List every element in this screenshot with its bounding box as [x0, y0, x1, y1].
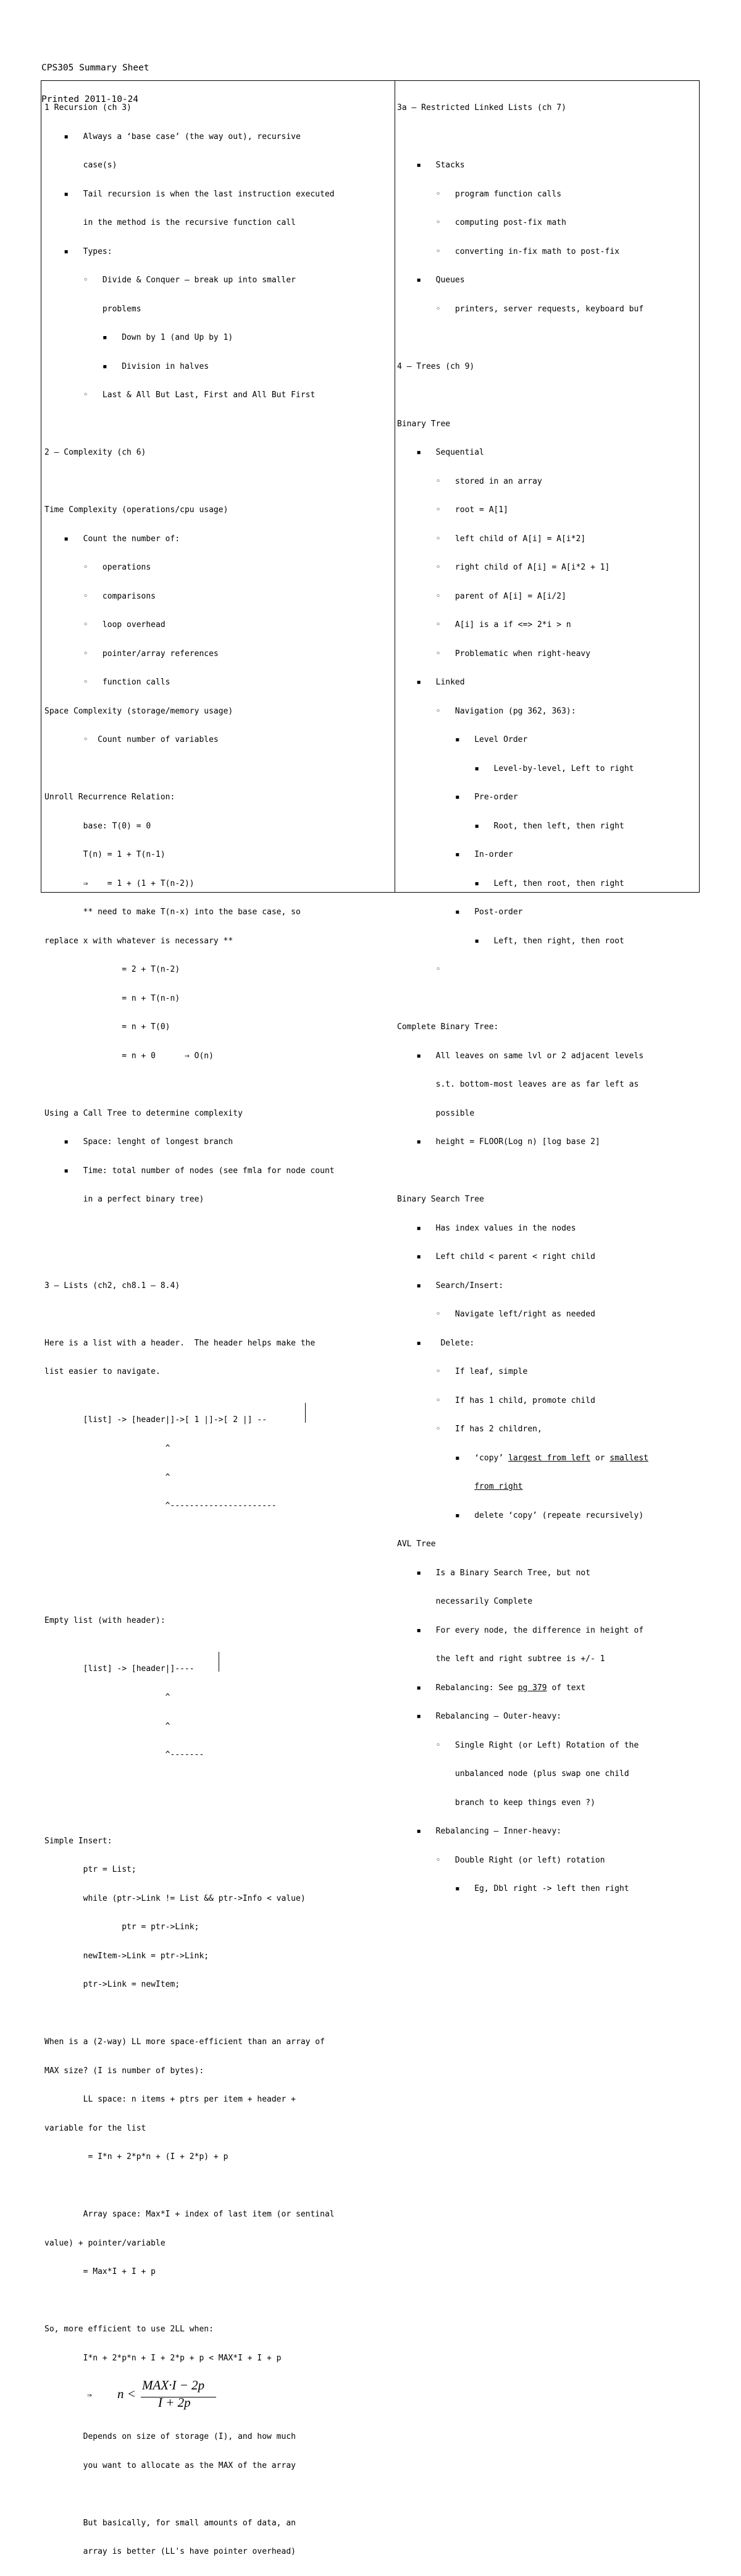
subheading: Complete Binary Tree: — [397, 1022, 499, 1032]
bullet-cont: the left and right subtree is +/- 1 — [397, 1654, 605, 1664]
sub-bullet: ◦ parent of A[i] = A[i/2] — [397, 591, 566, 601]
spacer — [397, 1166, 697, 1176]
sub-bullet-cont: problems — [44, 304, 141, 314]
code-line: ⇒ = 1 + (1 + T(n-2)) — [44, 878, 195, 888]
sub-bullet: ◦ root = A[1] — [397, 505, 509, 515]
sub-sub-sub-bullet: ▪ Left, then root, then right — [397, 878, 624, 888]
section-lists-heading: 3 – Lists (ch2, ch8.1 – 8.4) — [44, 1281, 180, 1290]
bullet: ▪ Rebalancing – Outer-heavy: — [397, 1712, 562, 1721]
bullet: ▪ Delete: — [397, 1338, 475, 1348]
code-line: newItem->Link = ptr->Link; — [44, 1951, 209, 1961]
spacer — [44, 764, 391, 774]
bullet: ▪ Always a ‘base case’ (the way out), recursive — [44, 132, 301, 141]
diagram-line: ^---------------------- — [44, 1501, 277, 1510]
paragraph-line: LL space: n items + ptrs per item + header + — [44, 2095, 296, 2104]
spacer — [44, 419, 391, 429]
code-line: ** need to make T(n-x) into the base case, so — [44, 907, 301, 917]
underlined-text: largest from left — [508, 1453, 591, 1463]
paragraph-line: Here is a list with a header. The header helps make the — [44, 1338, 316, 1348]
diagram-line: ^ — [44, 1472, 170, 1482]
subheading: Unroll Recurrence Relation: — [44, 793, 175, 802]
paragraph-line: So, more efficient to use 2LL when: — [44, 2325, 214, 2334]
bullet: ▪ Sequential — [397, 448, 484, 457]
paragraph-line: But basically, for small amounts of data, an — [44, 2518, 296, 2528]
spacer — [44, 1310, 391, 1320]
code-line: while (ptr->Link != List && ptr->Info < value) — [44, 1893, 306, 1903]
sub-bullet: ◦ pointer/array references — [44, 649, 219, 659]
empty-sub-bullet: ◦ — [397, 965, 441, 974]
spacer — [44, 2490, 391, 2499]
sub-sub-bullet: ▪ Down by 1 (and Up by 1) — [44, 333, 233, 342]
paragraph-line: value) + pointer/variable — [44, 2238, 165, 2248]
sub-bullet: ◦ printers, server requests, keyboard buf — [397, 304, 644, 314]
code-line: = n + 0 ⇒ O(n) — [44, 1051, 214, 1061]
bullet: ▪ Rebalancing – Inner-heavy: — [397, 1827, 562, 1836]
spacer — [44, 1252, 391, 1262]
code-line: ptr = List; — [44, 1865, 136, 1874]
sub-bullet: ◦ Double Right (or left) rotation — [397, 1855, 605, 1865]
bullet-cont: in a perfect binary tree) — [44, 1195, 204, 1204]
empty-list-diagram — [44, 1645, 391, 1789]
paragraph-line: array is better (LL's have pointer overhead) — [44, 2547, 296, 2556]
sub-sub-bullet: ▪ delete ‘copy’ (repeate recursively) — [397, 1510, 644, 1520]
bullet: ▪ Time: total number of nodes (see fmla for node count — [44, 1166, 335, 1176]
sub-bullet: ◦ converting in-fix math to post-fix — [397, 246, 620, 256]
spacer — [397, 390, 697, 400]
spacer — [397, 132, 697, 142]
bullet: ▪ Is a Binary Search Tree, but not — [397, 1568, 591, 1578]
bullet: ▪ Types: — [44, 246, 112, 256]
sub-bullet: ◦ Navigate left/right as needed — [397, 1310, 595, 1319]
sub-sub-bullet: ▪ Division in halves — [44, 361, 209, 371]
diagram-line: ^ — [44, 1721, 170, 1731]
doc-title: CPS305 Summary Sheet — [41, 63, 149, 73]
spacer — [44, 2009, 391, 2019]
sub-sub-bullet: ▪ Post-order — [397, 907, 523, 917]
sub-bullet: ◦ A[i] is a if <=> 2*i > n — [397, 620, 571, 629]
code-line: replace x with whatever is necessary ** — [44, 936, 233, 946]
subheading: AVL Tree — [397, 1539, 436, 1549]
section-complexity-heading: 2 – Complexity (ch 6) — [44, 448, 146, 457]
bullet — [397, 1683, 697, 1693]
subheading: Empty list (with header): — [44, 1616, 165, 1625]
underlined-text: from right — [474, 1482, 523, 1491]
list-diagram — [44, 1396, 391, 1540]
spacer — [44, 1559, 391, 1568]
sub-sub-sub-bullet: ▪ Root, then left, then right — [397, 821, 624, 831]
bullet-cont: possible — [397, 1108, 475, 1118]
spacer — [397, 994, 697, 1004]
bullet: ▪ Count the number of: — [44, 534, 180, 544]
sub-sub-bullet: ▪ Eg, Dbl right -> left then right — [397, 1884, 629, 1893]
subheading: Simple Insert: — [44, 1836, 112, 1846]
text: ▪ ‘copy’ — [397, 1453, 509, 1463]
sub-bullet: ◦ comparisons — [44, 591, 156, 601]
code-line: T(n) = 1 + T(n-1) — [44, 850, 165, 859]
right-column — [397, 84, 697, 1913]
two-column-table — [41, 80, 700, 2556]
page-reference: pg 379 — [517, 1683, 547, 1693]
diagram-vertical-line — [305, 1403, 306, 1423]
bullet: ▪ Linked — [397, 678, 465, 687]
sub-bullet: ◦ operations — [44, 563, 151, 572]
paragraph-line: I*n + 2*p*n + I + 2*p + p < MAX*I + I + p — [44, 2353, 282, 2363]
paragraph-line: variable for the list — [44, 2123, 146, 2133]
fraction — [117, 2378, 205, 2439]
sub-sub-bullet: ▪ In-order — [397, 850, 513, 859]
bullet: ▪ Search/Insert: — [397, 1281, 504, 1290]
bullet: ▪ All leaves on same lvl or 2 adjacent levels — [397, 1051, 644, 1061]
text: of text — [546, 1683, 586, 1693]
bullet-cont: in the method is the recursive function call — [44, 218, 296, 227]
sub-bullet: ◦ Single Right (or Left) Rotation of the — [397, 1740, 639, 1750]
subheading: Time Complexity (operations/cpu usage) — [44, 505, 228, 515]
text: or — [590, 1453, 610, 1463]
sub-bullet: ◦ computing post-fix math — [397, 218, 566, 227]
sub-bullet: ◦ If leaf, simple — [397, 1367, 528, 1376]
section-recursion-heading: 1 Recursion (ch 3) — [44, 103, 132, 112]
implies-symbol: ⇒ — [87, 2391, 92, 2400]
bullet-cont: case(s) — [44, 161, 117, 170]
subheading: Using a Call Tree to determine complexity — [44, 1108, 243, 1118]
diagram-line: ^------- — [44, 1750, 204, 1759]
bullet: ▪ Space: lenght of longest branch — [44, 1137, 233, 1147]
sub-sub-sub-bullet: ▪ Level-by-level, Left to right — [397, 764, 634, 773]
code-line: ptr = ptr->Link; — [44, 1922, 199, 1932]
sub-sub-bullet: ▪ Level Order — [397, 735, 528, 744]
text: ▪ Rebalancing: See — [397, 1683, 518, 1693]
spacer — [44, 1808, 391, 1817]
sub-bullet: ◦ Divide & Conquer – break up into smaller — [44, 276, 296, 285]
section-restricted-lists-heading: 3a – Restricted Linked Lists (ch 7) — [397, 103, 566, 112]
bullet: ▪ Stacks — [397, 161, 465, 170]
formula-denominator: I + 2p — [158, 2395, 191, 2410]
underlined-text: smallest — [609, 1453, 649, 1463]
subheading: Binary Tree — [397, 419, 451, 429]
spacer — [44, 2181, 391, 2191]
bullet: ▪ For every node, the difference in height of — [397, 1625, 644, 1635]
sub-bullet: ◦ If has 1 child, promote child — [397, 1395, 595, 1405]
bullet: ▪ height = FLOOR(Log n) [log base 2] — [397, 1137, 600, 1147]
sub-bullet: ◦ loop overhead — [44, 620, 165, 629]
diagram-line: ^ — [44, 1444, 170, 1453]
sub-bullet: ◦ right child of A[i] = A[i*2 + 1] — [397, 563, 610, 572]
subheading: Space Complexity (storage/memory usage) — [44, 706, 233, 716]
spacer — [44, 1588, 391, 1597]
code-line: = 2 + T(n-2) — [44, 965, 180, 974]
sub-bullet: ◦ Navigation (pg 362, 363): — [397, 706, 576, 716]
paragraph-line: list easier to navigate. — [44, 1367, 161, 1376]
indent — [397, 1482, 474, 1491]
spacer — [397, 333, 697, 343]
sub-bullet-cont: branch to keep things even ?) — [397, 1798, 595, 1808]
paragraph-line: = I*n + 2*p*n + (I + 2*p) + p — [44, 2152, 228, 2161]
spacer — [44, 1224, 391, 1234]
sub-bullet: ◦ If has 2 children, — [397, 1425, 542, 1434]
bullet: ▪ Has index values in the nodes — [397, 1223, 576, 1233]
spacer — [44, 2296, 391, 2306]
paragraph-line: Array space: Max*I + index of last item (or sentinal — [44, 2210, 335, 2219]
code-line: = n + T(0) — [44, 1022, 170, 1032]
sub-bullet: ◦ left child of A[i] = A[i*2] — [397, 534, 586, 544]
code-line: base: T(0) = 0 — [44, 821, 151, 831]
paragraph-line: Depends on size of storage (I), and how much — [44, 2432, 296, 2441]
sub-sub-bullet: ▪ Pre-order — [397, 793, 518, 802]
bullet-cont: necessarily Complete — [397, 1597, 533, 1606]
print-date: Printed 2011-10-24 — [41, 95, 139, 104]
bullet: ▪ Left child < parent < right child — [397, 1252, 595, 1261]
sub-bullet-cont: unbalanced node (plus swap one child — [397, 1769, 629, 1778]
bullet-cont: s.t. bottom-most leaves are as far left as — [397, 1080, 639, 1089]
spacer — [44, 477, 391, 487]
paragraph-line: MAX size? (I is number of bytes): — [44, 2066, 204, 2076]
left-column — [44, 84, 391, 2576]
bullet: ▪ Tail recursion is when the last instruction executed — [44, 189, 335, 199]
paragraph-line: When is a (2-way) LL more space-efficient than an array of — [44, 2037, 325, 2047]
diagram-line: [list] -> [header|]---- — [44, 1664, 195, 1673]
spacer — [44, 1080, 391, 1090]
code-line: = n + T(n-n) — [44, 993, 180, 1003]
subheading: Binary Search Tree — [397, 1195, 484, 1204]
formula-lhs: n < — [117, 2386, 136, 2401]
paragraph-line: you want to allocate as the MAX of the array — [44, 2460, 296, 2470]
sub-bullet: ◦ Count number of variables — [44, 735, 219, 744]
code-line: ptr->Link = newItem; — [44, 1980, 180, 1989]
sub-sub-bullet — [397, 1454, 697, 1463]
diagram-line: ^ — [44, 1693, 170, 1702]
formula-numerator: MAX·I − 2p — [142, 2378, 205, 2393]
sub-bullet: ◦ Problematic when right-heavy — [397, 649, 591, 659]
bullet: ▪ Queues — [397, 276, 465, 285]
paragraph-line: = Max*I + I + p — [44, 2267, 156, 2276]
sub-bullet: ◦ stored in an array — [397, 476, 542, 486]
sub-sub-bullet-cont — [397, 1482, 697, 1492]
efficiency-formula — [44, 2378, 391, 2413]
sub-bullet: ◦ program function calls — [397, 189, 562, 199]
section-trees-heading: 4 – Trees (ch 9) — [397, 361, 475, 371]
sub-bullet: ◦ function calls — [44, 678, 170, 687]
sub-sub-sub-bullet: ▪ Left, then right, then root — [397, 936, 624, 946]
diagram-line: [list] -> [header|]->[ 1 |]->[ 2 |] -- — [44, 1415, 267, 1425]
sub-bullet: ◦ Last & All But Last, First and All But First — [44, 390, 316, 400]
